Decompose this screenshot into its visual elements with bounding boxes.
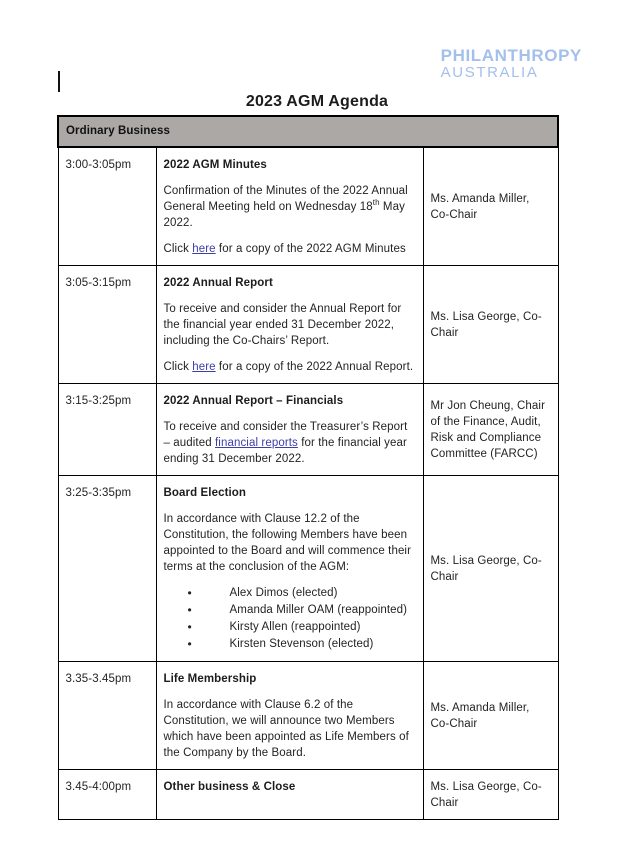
item-cell [156, 266, 423, 384]
table-section-header-row [58, 116, 558, 147]
document-hyperlink[interactable]: here [192, 361, 216, 373]
body-text: To receive and consider the Treasurer’s Report – audited [163, 421, 408, 449]
item-title: Life Membership [163, 673, 257, 685]
item-title: Other business & Close [163, 781, 296, 793]
item-paragraph [164, 359, 415, 375]
agenda-row [58, 476, 558, 662]
time-cell: 3:00-3:05pm [58, 147, 156, 266]
text-cursor-mark [58, 71, 60, 92]
presenter-cell: Ms. Lisa George, Co-Chair [423, 476, 558, 662]
body-text: In accordance with Clause 12.2 of the Constitution, the following Members have been appointed to the Board and will commence their terms at the conclusion of the AGM: [163, 513, 412, 573]
presenter-cell: Ms. Lisa George, Co-Chair [423, 266, 558, 384]
item-paragraph [164, 183, 415, 231]
agenda-table [57, 115, 559, 820]
presenter-cell: Ms. Amanda Miller, Co-Chair [423, 662, 558, 770]
item-cell [156, 662, 423, 770]
body-text: In accordance with Clause 6.2 of the Constitution, we will announce two Members which have been appointed as Life Members of the Company by the Board. [163, 699, 409, 759]
presenter-cell: Mr Jon Cheung, Chair of the Finance, Audit, Risk and Compliance Committee (FARCC) [423, 384, 558, 476]
item-paragraph [164, 697, 415, 761]
item-cell [156, 770, 423, 820]
agenda-row [58, 384, 558, 476]
agenda-body [58, 116, 558, 820]
item-paragraph [164, 511, 415, 575]
philanthropy-australia-logo [441, 47, 582, 81]
agenda-row [58, 266, 558, 384]
body-text: To receive and consider the Annual Report for the financial year ended 31 December 2022, including the Co-Chairs’ Report. [163, 303, 402, 347]
body-text: Click [163, 243, 193, 255]
list-item: • Kirsty Allen (reappointed) [188, 619, 415, 636]
item-cell [156, 476, 423, 662]
item-title: Board Election [163, 487, 247, 499]
logo-line-1: PHILANTHROPY [440, 46, 582, 65]
item-paragraph [164, 241, 415, 257]
body-text: Confirmation of the Minutes of the 2022 Annual General Meeting held on Wednesday 18 [163, 185, 408, 213]
agenda-row [58, 662, 558, 770]
board-members-list [188, 585, 415, 653]
body-text: for a copy of the 2022 Annual Report. [215, 361, 414, 373]
body-text: for a copy of the 2022 AGM Minutes [215, 243, 406, 255]
time-cell: 3.45-4:00pm [58, 770, 156, 820]
body-text: Click [163, 361, 193, 373]
body-text: for the financial year ending 31 December 2022. [163, 437, 407, 465]
superscript-text: th [372, 198, 380, 208]
item-title: 2022 AGM Minutes [163, 159, 267, 171]
time-cell: 3:05-3:15pm [58, 266, 156, 384]
logo-line-2: AUSTRALIA [440, 63, 539, 81]
section-header-cell: Ordinary Business [58, 116, 558, 147]
presenter-cell: Ms. Lisa George, Co-Chair [423, 770, 558, 820]
item-cell [156, 384, 423, 476]
agenda-row [58, 770, 558, 820]
list-item: • Alex Dimos (elected) [188, 585, 415, 602]
time-cell: 3.35-3.45pm [58, 662, 156, 770]
item-paragraph [164, 301, 415, 349]
presenter-cell: Ms. Amanda Miller, Co-Chair [423, 147, 558, 266]
page-title: 2023 AGM Agenda [245, 93, 389, 110]
agenda-row [58, 147, 558, 266]
time-cell: 3:15-3:25pm [58, 384, 156, 476]
document-hyperlink[interactable]: here [192, 243, 216, 255]
document-hyperlink[interactable]: financial reports [215, 437, 298, 449]
item-cell [156, 147, 423, 266]
item-title: 2022 Annual Report [163, 277, 273, 289]
list-item: • Kirsten Stevenson (elected) [188, 636, 415, 653]
list-item: • Amanda Miller OAM (reappointed) [188, 602, 415, 619]
item-paragraph [164, 419, 415, 467]
time-cell: 3:25-3:35pm [58, 476, 156, 662]
body-text: May 2022. [163, 201, 405, 229]
item-title: 2022 Annual Report – Financials [163, 395, 344, 407]
